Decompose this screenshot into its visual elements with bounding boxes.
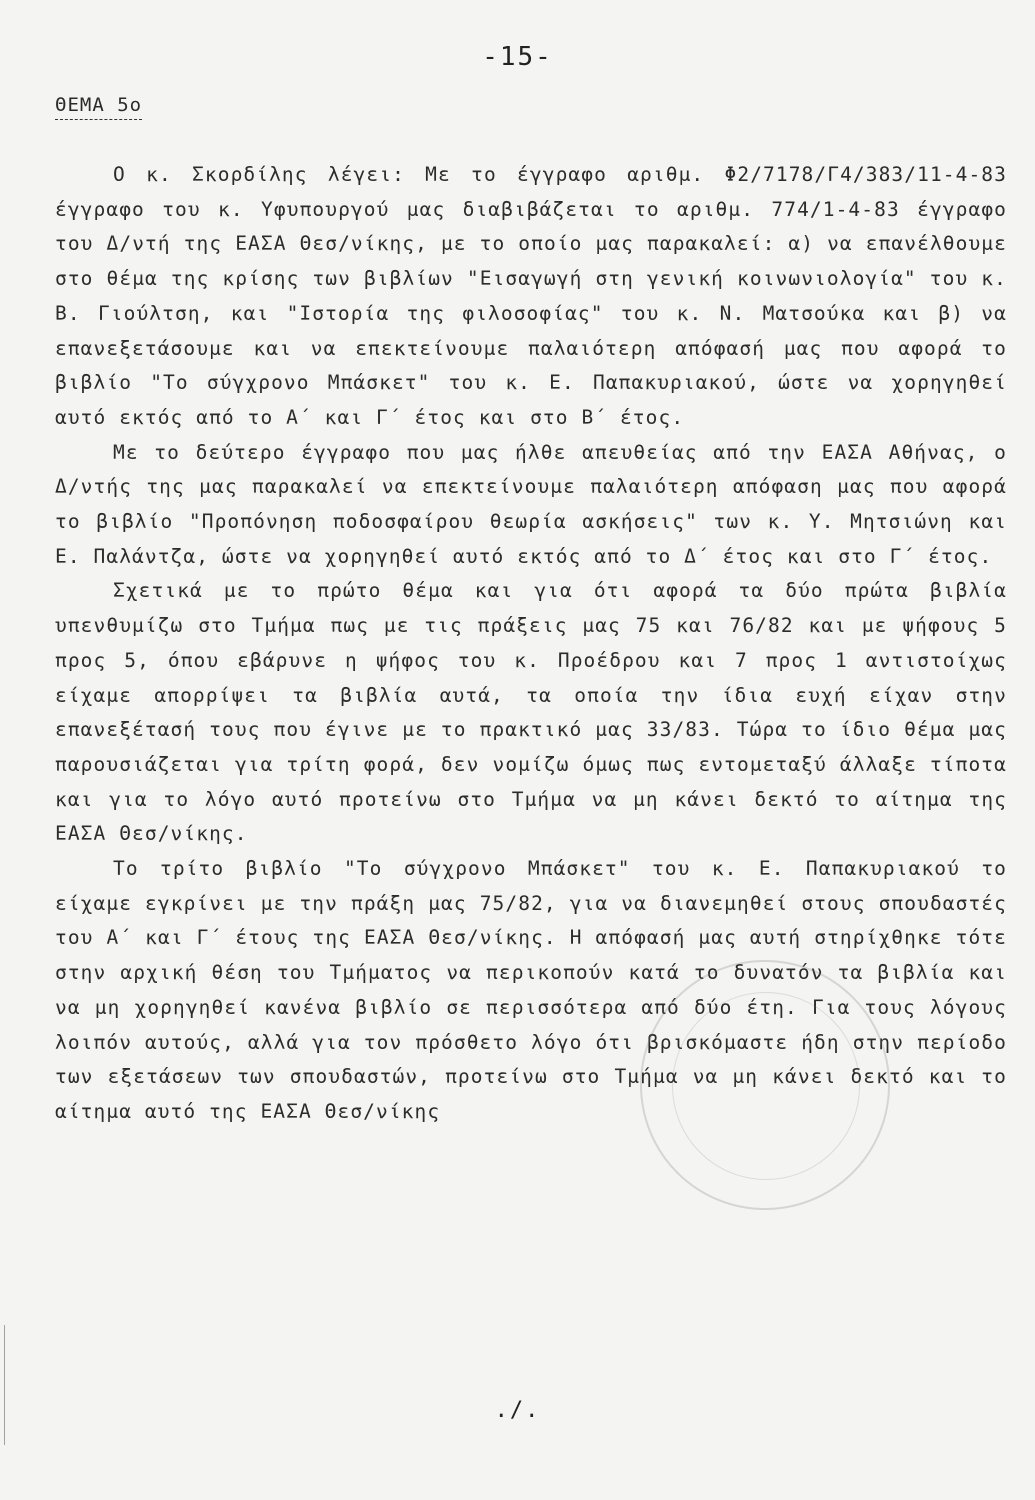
- section-title: [55, 94, 142, 120]
- faded-stamp-inner-ring: [672, 992, 860, 1180]
- section-title-text: ΘΕΜΑ 5ο: [55, 94, 143, 116]
- section-title-underline: [55, 117, 142, 120]
- page-number: -15-: [482, 42, 553, 72]
- faded-stamp: [640, 960, 890, 1210]
- continuation-mark: ./.: [494, 1398, 541, 1423]
- document-body: [55, 158, 1007, 1130]
- paragraph-4: Το τρίτο βιβλίο "Το σύγχρονο Μπάσκετ" του κ. Ε. Παπακυριακού το είχαμε εγκρίνει με την πράξη μας 75/82, για να διανεμηθεί στους σπουδαστές του Α΄ και Γ΄ έτους της ΕΑΣΑ Θεσ/νίκης. Η απόφασή μας αυτή στηρίχθηκε τότε στην αρχική θέση του Τμήματος να περικοπούν κατά το δυνατόν τα βιβλία και να μη χορηγηθεί κανένα βιβλίο σε περισσότερα από δύο έτη. Για τους λόγους λοιπόν αυτούς, αλλά για τον πρόσθετο λόγο ότι βρισκόμαστε ήδη στην περίοδο των εξετάσεων των σπουδαστών, προτείνω στο Τμήμα να μη κάνει δεκτό και το αίτημα αυτό της ΕΑΣΑ Θεσ/νίκης: [55, 857, 1007, 1123]
- paragraph-1: Ο κ. Σκορδίλης λέγει: Με το έγγραφο αριθμ. Φ2/7178/Γ4/383/11-4-83 έγγραφο του κ. Υφυπουργού μας διαβιβάζεται το αριθμ. 774/1-4-83 έγγραφο του Δ/ντή της ΕΑΣΑ Θεσ/νίκης, με το οποίο μας παρακαλεί: α) να επανέλθουμε στο θέμα της κρίσης των βιβλίων "Εισαγωγή στη γενική κοινωνιολογία" του κ. Β. Γιούλτση, και "Ιστορία της φιλοσοφίας" του κ. Ν. Ματσούκα και β) να επανεξετάσουμε και να επεκτείνουμε παλαιότερη απόφασή μας που αφορά το βιβλίο "Το σύγχρονο Μπάσκετ" του κ. Ε. Παπακυριακού, ώστε να χορηγηθεί αυτό εκτός από το Α΄ και Γ΄ έτος και στο Β΄ έτος.: [55, 163, 1007, 429]
- paragraph-3: Σχετικά με το πρώτο θέμα και για ότι αφορά τα δύο πρώτα βιβλία υπενθυμίζω στο Τμήμα πως με τις πράξεις μας 75 και 76/82 και με ψήφους 5 προς 5, όπου εβάρυνε η ψήφος του κ. Προέδρου και 7 προς 1 αντιστοίχως είχαμε απορρίψει τα βιβλία αυτά, τα οποία την ίδια ευχή είχαν στην επανεξέτασή τους που έγινε με το πρακτικό μας 33/83. Τώρα το ίδιο θέμα μας παρουσιάζεται για τρίτη φορά, δεν νομίζω όμως πως εντομεταξύ άλλαξε τίποτα και για το λόγο αυτό προτείνω στο Τμήμα να μη κάνει δεκτό το αίτημα της ΕΑΣΑ Θεσ/νίκης.: [55, 579, 1007, 846]
- paragraph-2: Με το δεύτερο έγγραφο που μας ήλθε απευθείας από την ΕΑΣΑ Αθήνας, ο Δ/ντής της μας παρακαλεί να επεκτείνουμε παλαιότερη απόφαση μας που αφορά το βιβλίο "Προπόνηση ποδοσφαίρου θεωρία ασκήσεις" των κ. Υ. Μητσιώνη και Ε. Παλάντζα, ώστε να χορηγηθεί αυτό εκτός από το Δ΄ έτος και στο Γ΄ έτος.: [55, 440, 1007, 568]
- margin-mark: [4, 1325, 19, 1445]
